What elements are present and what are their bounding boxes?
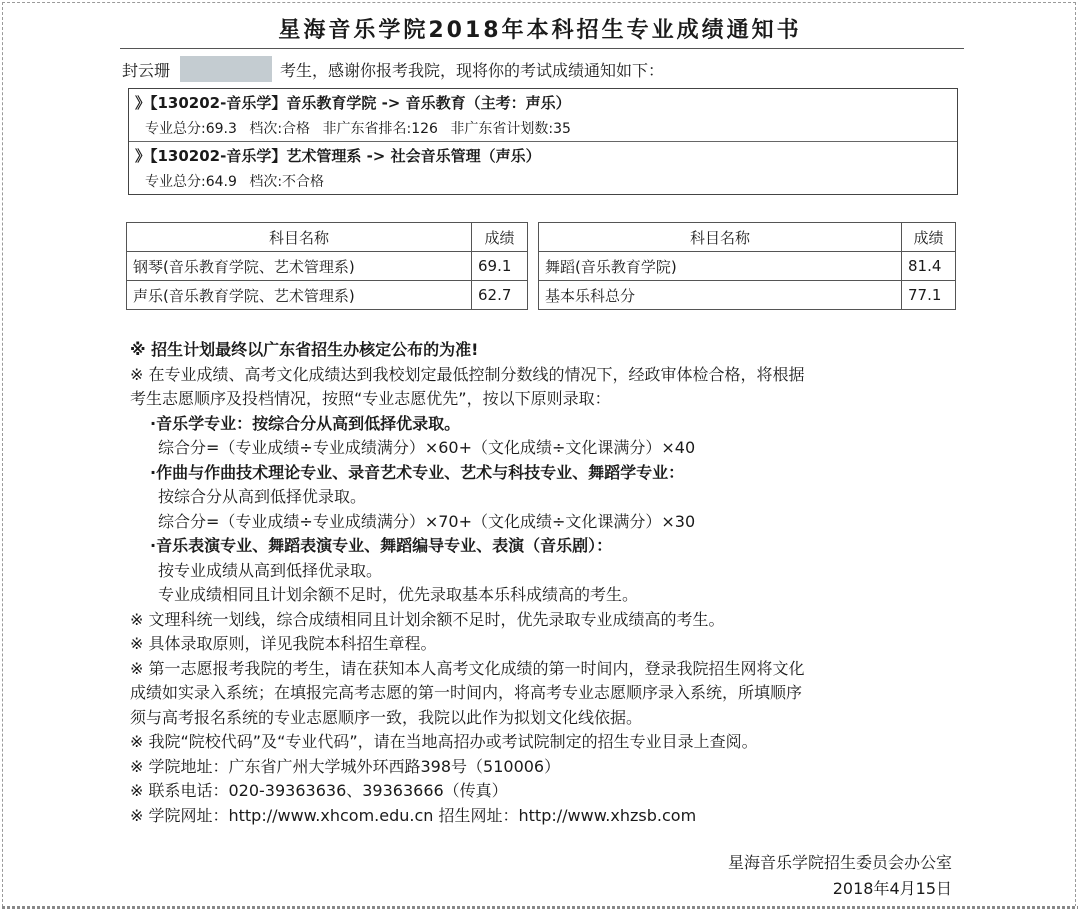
note-line: ※ 具体录取原则，详见我院本科招生章程。 <box>130 634 437 653</box>
program-results-box <box>128 88 958 195</box>
admission-notes <box>130 338 960 828</box>
column-header-score: 成绩 <box>902 223 956 252</box>
table-header-row <box>127 223 528 252</box>
redacted-block <box>180 56 272 82</box>
score-cell: 77.1 <box>902 281 956 310</box>
program-plan-count: 非广东省计划数:35 <box>450 121 571 137</box>
table-row <box>127 281 528 310</box>
program-rank: 非广东省排名:126 <box>322 121 438 137</box>
note-line: 综合分=（专业成绩÷专业成绩满分）×70+（文化成绩÷文化课满分）×30 <box>158 511 696 531</box>
table-row <box>539 281 956 310</box>
note-line: ※ 文理科统一划线，综合成绩相同且计划余额不足时，优先录取专业成绩高的考生。 <box>130 609 725 629</box>
subject-cell: 基本乐科总分 <box>539 281 902 310</box>
subject-cell: 舞蹈(音乐教育学院) <box>539 252 902 281</box>
score-cell: 81.4 <box>902 252 956 281</box>
title-underline <box>120 48 964 49</box>
note-line: ·音乐表演专业、舞蹈表演专业、舞蹈编导专业、表演（音乐剧）： <box>150 536 613 555</box>
program-divider <box>129 141 957 142</box>
note-line: 专业成绩相同且计划余额不足时，优先录取基本乐科成绩高的考生。 <box>158 585 639 604</box>
subject-cell: 钢琴(音乐教育学院、艺术管理系) <box>127 252 472 281</box>
note-line: ·作曲与作曲技术理论专业、录音艺术专业、艺术与科技专业、舞蹈学专业： <box>150 462 685 482</box>
signature-org: 星海音乐学院招生委员会办公室 <box>727 853 952 872</box>
greeting-line <box>122 56 664 82</box>
signature-block <box>728 850 952 902</box>
score-cell: 69.1 <box>472 252 528 281</box>
note-line: 成绩如实录入系统；在填报完高考志愿的第一时间内，将高考专业志愿顺序录入系统，所填顺序 <box>130 683 803 702</box>
note-line: ※ 联系电话：020-39363636、39363666（传真） <box>130 781 508 800</box>
greeting-text: 考生，感谢你报考我院，现将你的考试成绩通知如下： <box>280 60 665 80</box>
note-line: 按综合分从高到低择优录取。 <box>158 487 367 506</box>
note-line: ※ 我院“院校代码”及“专业代码”，请在当地高招办或考试院制定的招生专业目录上查阅。 <box>130 732 758 751</box>
program-details <box>145 118 579 138</box>
table-row <box>539 252 956 281</box>
note-line: ※ 招生计划最终以广东省招生办核定公布的为准! <box>130 340 479 359</box>
note-line: ※ 在专业成绩、高考文化成绩达到我校划定最低控制分数线的情况下，经政审体检合格，将根据 <box>130 364 805 384</box>
note-line: 须与高考报名系统的专业志愿顺序一致，我院以此作为拟划文化线依据。 <box>130 707 643 727</box>
note-line: 综合分=（专业成绩÷专业成绩满分）×60+（文化成绩÷文化课满分）×40 <box>158 438 696 457</box>
note-line: ※ 学院地址：广东省广州大学城外环西路398号（510006） <box>130 756 561 776</box>
table-row <box>127 252 528 281</box>
column-header-score: 成绩 <box>472 223 528 252</box>
program-grade: 档次:合格 <box>249 121 311 137</box>
note-line: ※ 第一志愿报考我院的考生，请在获知本人高考文化成绩的第一时间内，登录我院招生网将文化 <box>130 658 805 678</box>
program-grade: 档次:不合格 <box>249 174 325 190</box>
note-line: 考生志愿顺序及投档情况，按照“专业志愿优先”，按以下原则录取： <box>130 389 611 408</box>
program-total-score: 专业总分:69.3 <box>145 121 237 137</box>
program-heading: 》【130202-音乐学】音乐教育学院 -> 音乐教育（主考：声乐） <box>135 94 571 112</box>
program-total-score: 专业总分:64.9 <box>145 174 237 190</box>
candidate-name: 封云珊 <box>122 60 171 80</box>
note-line: ·音乐学专业：按综合分从高到低择优录取。 <box>150 413 461 433</box>
scores-table-left <box>126 222 528 310</box>
note-line: 按专业成绩从高到低择优录取。 <box>158 560 383 580</box>
scores-table-right <box>538 222 956 310</box>
note-line: ※ 学院网址：http://www.xhcom.edu.cn 招生网址：http://www.xhzsb.com <box>130 805 697 825</box>
signature-date: 2018年4月15日 <box>832 879 952 898</box>
program-heading: 》【130202-音乐学】艺术管理系 -> 社会音乐管理（声乐） <box>135 147 541 165</box>
document-title: 星海音乐学院2018年本科招生专业成绩通知书 <box>278 18 802 43</box>
subject-cell: 声乐(音乐教育学院、艺术管理系) <box>127 281 472 310</box>
column-header-subject: 科目名称 <box>127 223 472 252</box>
table-header-row <box>539 223 956 252</box>
column-header-subject: 科目名称 <box>539 223 902 252</box>
score-cell: 62.7 <box>472 281 528 310</box>
program-details <box>145 171 332 191</box>
